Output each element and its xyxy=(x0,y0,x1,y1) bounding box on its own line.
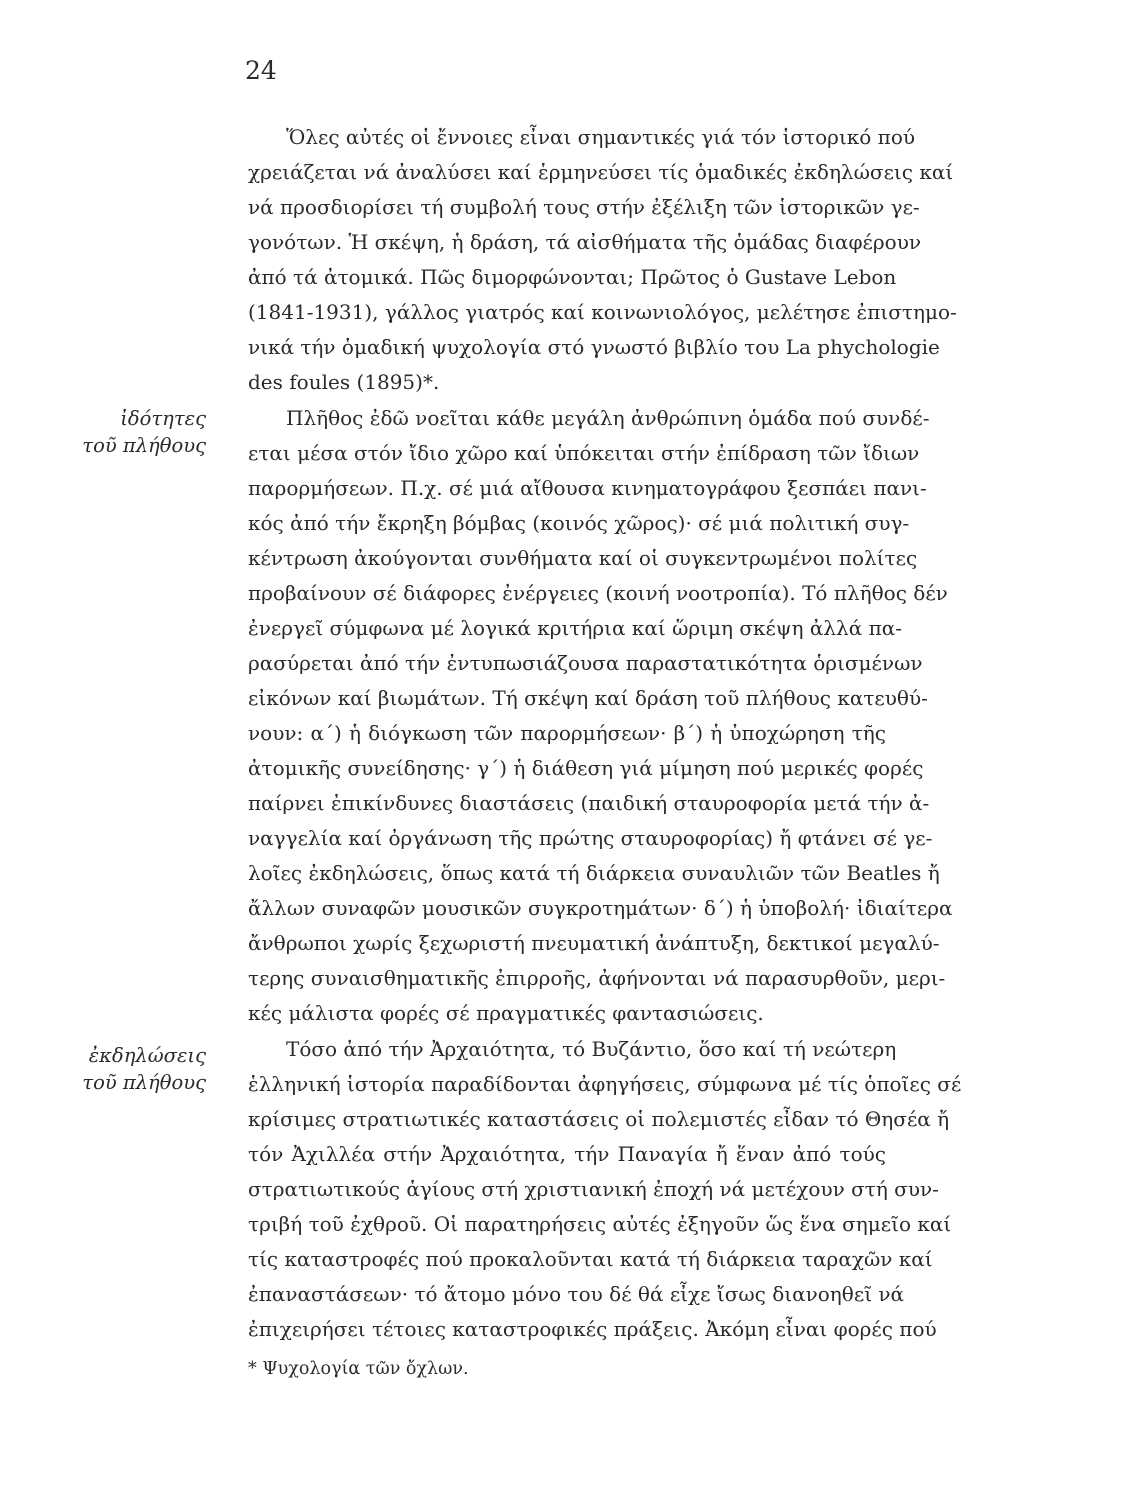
text-line: ἄνθρωποι χωρίς ξεχωριστή πνευματική ἀνάπτυξη, δεκτικοί μεγαλύ- xyxy=(248,931,940,955)
page-number: 24 xyxy=(245,56,277,85)
text-line: ἀπό τά ἀτομικά. Πῶς διμορφώνονται; Πρῶτος ὁ Gustave Lebon xyxy=(248,265,897,289)
text-line: λοῖες ἐκδηλώσεις, ὅπως κατά τή διάρκεια συναυλιῶν τῶν Beatles ἤ xyxy=(248,861,940,885)
text-line: ἄλλων συναφῶν μουσικῶν συγκροτημάτων· δ΄) ἡ ὑποβολή· ἰδιαίτερα xyxy=(248,896,953,920)
text-line: κρίσιμες στρατιωτικές καταστάσεις οἱ πολεμιστές εἶδαν τό Θησέα ἤ xyxy=(248,1107,950,1131)
text-line: τόν Ἀχιλλέα στήν Ἀρχαιότητα, τήν Παναγία ἤ ἕναν ἀπό τούς xyxy=(248,1142,886,1166)
footnote: * Ψυχολογία τῶν ὄχλων. xyxy=(248,1359,469,1379)
text-line: Πλῆθος ἐδῶ νοεῖται κάθε μεγάλη ἀνθρώπινη ὁμάδα πού συνδέ- xyxy=(286,406,930,430)
margin-note-line: τοῦ πλήθους xyxy=(82,434,206,457)
text-line: τριβή τοῦ ἐχθροῦ. Οἱ παρατηρήσεις αὐτές ἐξηγοῦν ὥς ἕνα σημεῖο καί xyxy=(248,1212,952,1236)
text-line: ἐνεργεῖ σύμφωνα μέ λογικά κριτήρια καί ὥριμη σκέψη ἀλλά πα- xyxy=(248,616,902,640)
body-text xyxy=(248,120,962,1347)
text-line: ἑλληνική ἱστορία παραδίδονται ἀφηγήσεις, σύμφωνα μέ τίς ὁποῖες σέ xyxy=(248,1072,962,1096)
text-line: εἰκόνων καί βιωμάτων. Τή σκέψη καί δράση τοῦ πλήθους κατευθύ- xyxy=(248,686,928,710)
text-line: κός ἀπό τήν ἔκρηξη βόμβας (κοινός χῶρος)· σέ μιά πολιτική συγ- xyxy=(248,511,910,535)
paragraph xyxy=(248,401,953,1031)
text-line: ναγγελία καί ὀργάνωση τῆς πρώτης σταυροφορίας) ἤ φτάνει σέ γε- xyxy=(248,826,933,850)
text-line: στρατιωτικούς ἁγίους στή χριστιανική ἐποχή νά μετέχουν στή συν- xyxy=(248,1177,939,1201)
text-line: ἐπαναστάσεων· τό ἄτομο μόνο του δέ θά εἶχε ἴσως διανοηθεῖ νά xyxy=(248,1282,905,1306)
text-line: τερης συναισθηματικῆς ἐπιρροῆς, ἀφήνονται νά παρασυρθοῦν, μερι- xyxy=(248,966,946,990)
text-line: νικά τήν ὁμαδική ψυχολογία στό γνωστό βιβλίο του La phychologie xyxy=(248,335,940,359)
text-line: ἐπιχειρήσει τέτοιες καταστροφικές πράξεις. Ἀκόμη εἶναι φορές πού xyxy=(248,1317,937,1341)
text-line: des foules (1895)*. xyxy=(248,370,440,394)
text-line: νά προσδιορίσει τή συμβολή τους στήν ἐξέλιξη τῶν ἱστορικῶν γε- xyxy=(248,195,920,219)
paragraph xyxy=(248,120,957,400)
text-line: κέντρωση ἀκούγονται συνθήματα καί οἱ συγκεντρωμένοι πολίτες xyxy=(248,546,918,570)
text-line: νουν: α΄) ἡ διόγκωση τῶν παρορμήσεων· β΄) ἡ ὑποχώρηση τῆς xyxy=(248,721,886,745)
text-line: εται μέσα στόν ἴδιο χῶρο καί ὑπόκειται στήν ἐπίδραση τῶν ἴδιων xyxy=(248,441,920,465)
text-line: παρορμήσεων. Π.χ. σέ μιά αἴθουσα κινηματογράφου ξεσπάει πανι- xyxy=(248,476,927,500)
text-line: προβαίνουν σέ διάφορες ἐνέργειες (κοινή νοοτροπία). Τό πλῆθος δέν xyxy=(248,581,948,605)
margin-note-line: ἰδότητες xyxy=(120,407,206,430)
margin-note-crowd-properties xyxy=(46,405,206,459)
margin-note-crowd-manifestations xyxy=(46,1042,206,1096)
text-line: Ὅλες αὐτές οἱ ἔννοιες εἶναι σημαντικές γιά τόν ἱστορικό πού xyxy=(286,125,916,149)
text-line: κές μάλιστα φορές σέ πραγματικές φαντασιώσεις. xyxy=(248,1001,764,1025)
text-line: ρασύρεται ἀπό τήν ἐντυπωσιάζουσα παραστατικότητα ὁρισμένων xyxy=(248,651,923,675)
text-line: παίρνει ἐπικίνδυνες διαστάσεις (παιδική σταυροφορία μετά τήν ἀ- xyxy=(248,791,930,815)
text-line: (1841-1931), γάλλος γιατρός καί κοινωνιολόγος, μελέτησε ἐπιστημο- xyxy=(248,300,957,324)
text-line: Τόσο ἀπό τήν Ἀρχαιότητα, τό Βυζάντιο, ὅσο καί τή νεώτερη xyxy=(286,1037,897,1061)
text-line: χρειάζεται νά ἀναλύσει καί ἑρμηνεύσει τίς ὁμαδικές ἐκδηλώσεις καί xyxy=(248,160,954,184)
margin-note-line: τοῦ πλήθους xyxy=(82,1071,206,1094)
text-line: γονότων. Ἡ σκέψη, ἡ δράση, τά αἰσθήματα τῆς ὁμάδας διαφέρουν xyxy=(248,230,922,254)
text-line: ἀτομικῆς συνείδησης· γ΄) ἡ διάθεση γιά μίμηση πού μερικές φορές xyxy=(248,756,924,780)
text-line: τίς καταστροφές πού προκαλοῦνται κατά τή διάρκεια ταραχῶν καί xyxy=(248,1247,933,1271)
margin-note-line: ἐκδηλώσεις xyxy=(88,1044,206,1067)
paragraph xyxy=(248,1032,962,1347)
